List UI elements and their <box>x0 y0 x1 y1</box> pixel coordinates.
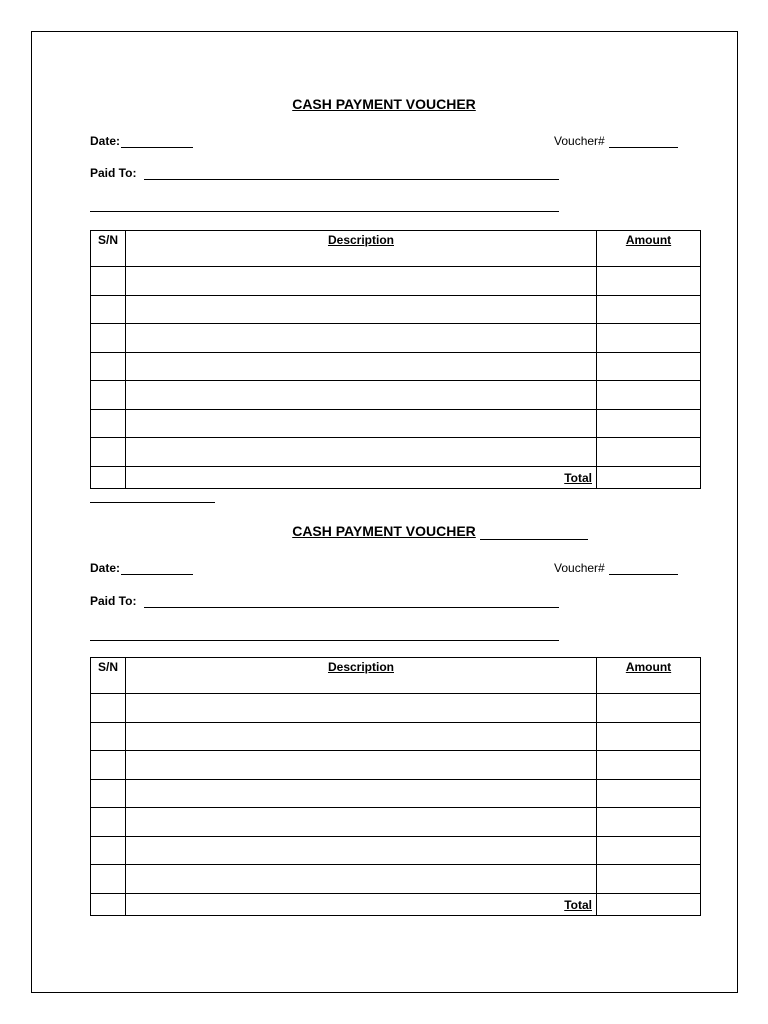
voucher-table <box>90 657 701 916</box>
amount-cell[interactable] <box>597 865 701 894</box>
table-row <box>91 751 701 780</box>
sn-cell[interactable] <box>91 267 126 296</box>
sn-cell[interactable] <box>91 352 126 381</box>
sn-header: S/N <box>91 231 126 267</box>
table-row <box>91 267 701 296</box>
sn-cell[interactable] <box>91 438 126 467</box>
table-row <box>91 409 701 438</box>
amount-cell[interactable] <box>597 438 701 467</box>
table-row <box>91 836 701 865</box>
amount-cell[interactable] <box>597 409 701 438</box>
sn-header: S/N <box>91 658 126 694</box>
description-cell[interactable] <box>126 324 597 353</box>
description-cell[interactable] <box>126 267 597 296</box>
sn-cell[interactable] <box>91 808 126 837</box>
amount-cell[interactable] <box>597 779 701 808</box>
title-trailing-rule <box>480 539 588 540</box>
voucher-number-field[interactable] <box>609 147 678 148</box>
table-row <box>91 381 701 410</box>
total-amount-cell[interactable] <box>597 466 701 488</box>
total-amount-cell[interactable] <box>597 893 701 915</box>
voucher-number-field[interactable] <box>609 574 678 575</box>
paid-to-label: Paid To: <box>90 594 137 608</box>
date-field[interactable] <box>121 574 193 575</box>
sn-cell <box>91 893 126 915</box>
table-row <box>91 295 701 324</box>
amount-cell[interactable] <box>597 381 701 410</box>
total-row <box>91 893 701 915</box>
description-cell[interactable] <box>126 751 597 780</box>
amount-cell[interactable] <box>597 722 701 751</box>
sn-cell[interactable] <box>91 381 126 410</box>
amount-cell[interactable] <box>597 751 701 780</box>
amount-cell[interactable] <box>597 295 701 324</box>
total-label: Total <box>126 893 597 915</box>
description-cell[interactable] <box>126 295 597 324</box>
paid-to-field[interactable] <box>144 607 559 608</box>
description-header: Description <box>126 658 597 694</box>
voucher-number-label: Voucher# <box>554 561 605 575</box>
date-label: Date: <box>90 134 121 148</box>
description-cell[interactable] <box>126 865 597 894</box>
amount-cell[interactable] <box>597 694 701 723</box>
description-cell[interactable] <box>126 438 597 467</box>
amount-cell[interactable] <box>597 267 701 296</box>
table-row <box>91 352 701 381</box>
table-row <box>91 438 701 467</box>
paid-to-field-line-2[interactable] <box>90 640 559 641</box>
amount-cell[interactable] <box>597 352 701 381</box>
sn-cell[interactable] <box>91 324 126 353</box>
description-cell[interactable] <box>126 409 597 438</box>
sn-cell[interactable] <box>91 694 126 723</box>
table-header-row <box>91 231 701 267</box>
description-cell[interactable] <box>126 779 597 808</box>
amount-header: Amount <box>597 658 701 694</box>
amount-cell[interactable] <box>597 324 701 353</box>
sn-cell[interactable] <box>91 751 126 780</box>
total-label: Total <box>126 466 597 488</box>
description-cell[interactable] <box>126 694 597 723</box>
sn-cell[interactable] <box>91 409 126 438</box>
description-header: Description <box>126 231 597 267</box>
date-label: Date: <box>90 561 121 575</box>
date-field[interactable] <box>121 147 193 148</box>
table-header-row <box>91 658 701 694</box>
table-row <box>91 779 701 808</box>
paid-to-field[interactable] <box>144 179 559 180</box>
description-cell[interactable] <box>126 352 597 381</box>
description-cell[interactable] <box>126 381 597 410</box>
separator-line <box>90 502 215 503</box>
sn-cell[interactable] <box>91 722 126 751</box>
table-row <box>91 722 701 751</box>
table-row <box>91 865 701 894</box>
total-row <box>91 466 701 488</box>
amount-cell[interactable] <box>597 808 701 837</box>
paid-to-label: Paid To: <box>90 166 137 180</box>
paid-to-field-line-2[interactable] <box>90 211 559 212</box>
table-row <box>91 324 701 353</box>
table-row <box>91 808 701 837</box>
table-row <box>91 694 701 723</box>
amount-header: Amount <box>597 231 701 267</box>
sn-cell[interactable] <box>91 295 126 324</box>
description-cell[interactable] <box>126 836 597 865</box>
amount-cell[interactable] <box>597 836 701 865</box>
sn-cell[interactable] <box>91 865 126 894</box>
description-cell[interactable] <box>126 722 597 751</box>
voucher-title: CASH PAYMENT VOUCHER <box>292 523 476 539</box>
sn-cell <box>91 466 126 488</box>
description-cell[interactable] <box>126 808 597 837</box>
voucher-title: CASH PAYMENT VOUCHER <box>292 96 476 112</box>
voucher-number-label: Voucher# <box>554 134 605 148</box>
voucher-table <box>90 230 701 489</box>
sn-cell[interactable] <box>91 836 126 865</box>
sn-cell[interactable] <box>91 779 126 808</box>
